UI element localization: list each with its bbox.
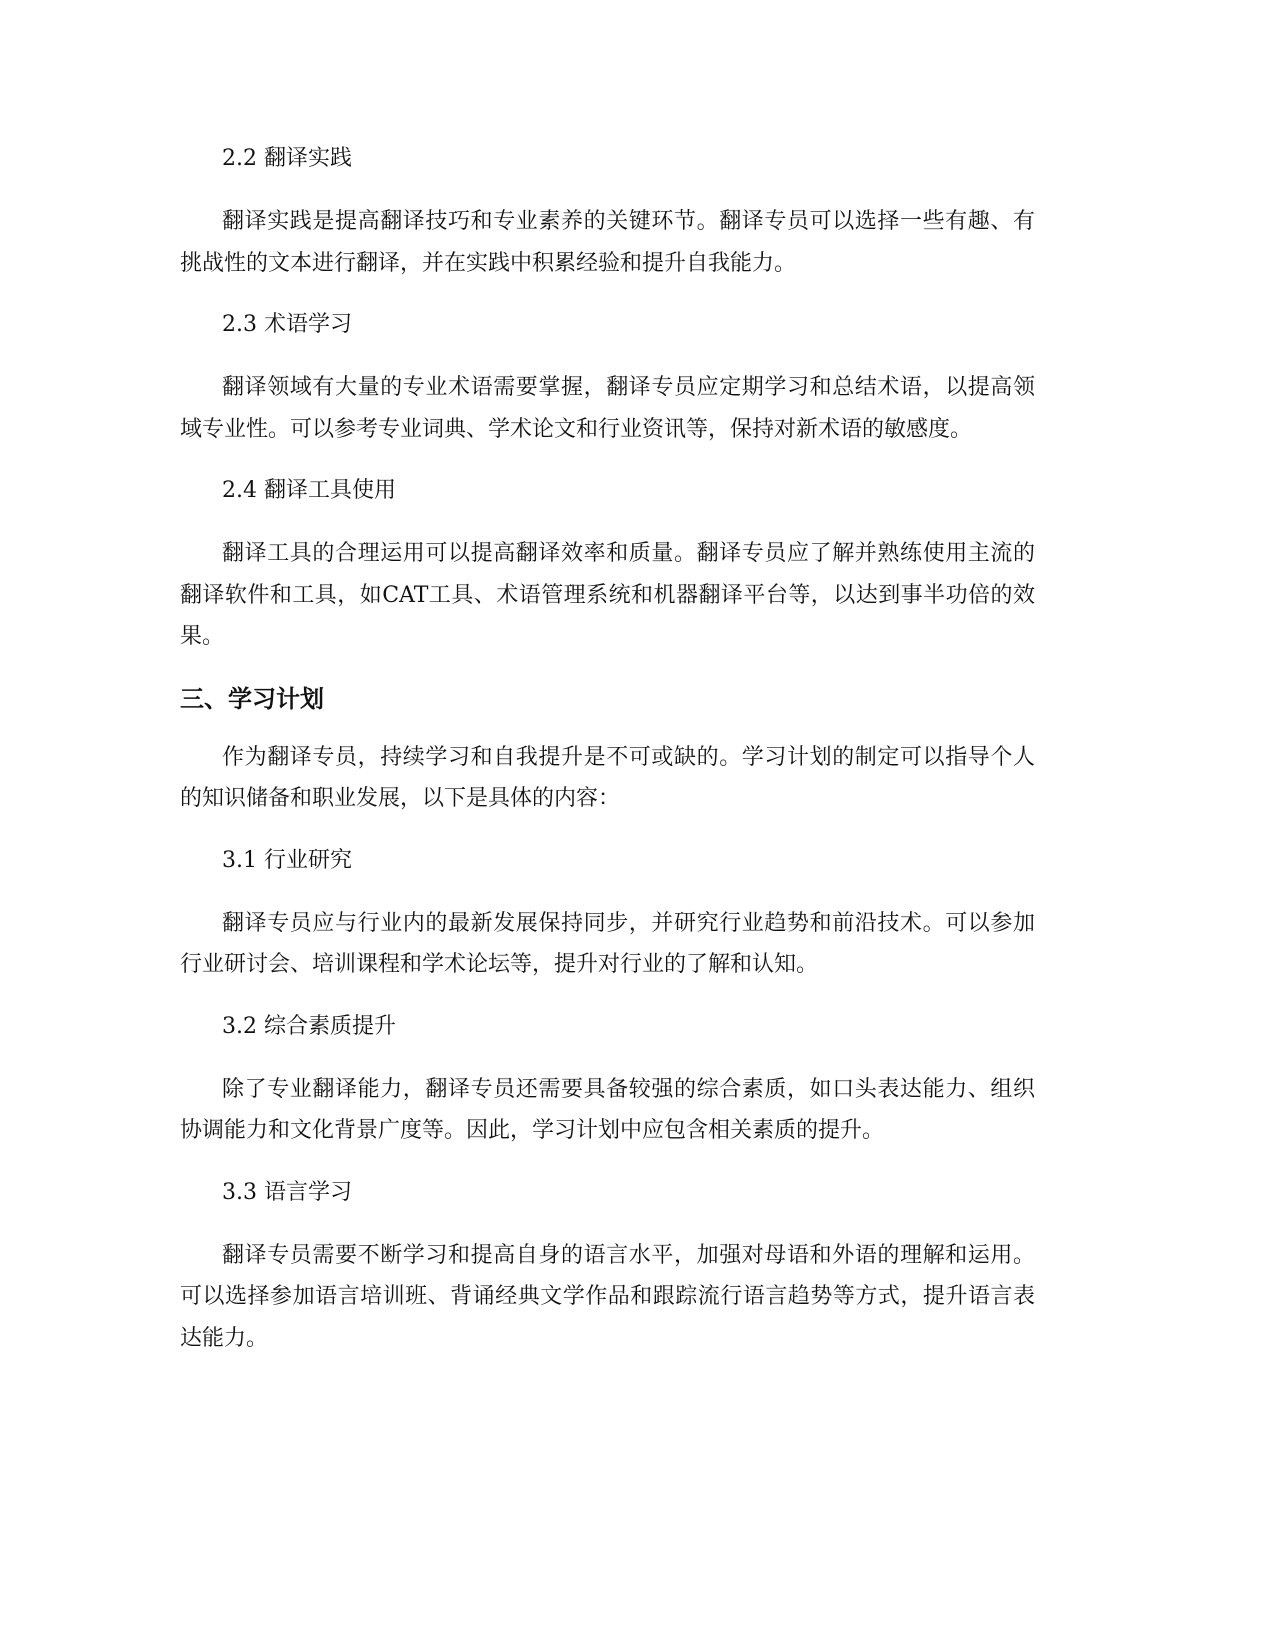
paragraph-industry-research: 翻译专员应与行业内的最新发展保持同步，并研究行业趋势和前沿技术。可以参加行业研讨会、培训课程和学术论坛等，提升对行业的了解和认知。 (180, 910, 1035, 977)
subsection-heading-3-3: 3.3 语言学习 (222, 1179, 352, 1205)
paragraph-learning-plan-intro: 作为翻译专员，持续学习和自我提升是不可或缺的。学习计划的制定可以指导个人的知识储备和职业发展，以下是具体的内容： (180, 744, 1035, 811)
subsection-heading-3-1: 3.1 行业研究 (222, 847, 352, 873)
paragraph-translation-tools: 翻译工具的合理运用可以提高翻译效率和质量。翻译专员应了解并熟练使用主流的翻译软件和工具，如CAT工具、术语管理系统和机器翻译平台等，以达到事半功倍的效果。 (180, 541, 1035, 649)
paragraph-overall-quality: 除了专业翻译能力，翻译专员还需要具备较强的综合素质，如口头表达能力、组织协调能力和文化背景广度等。因此，学习计划中应包含相关素质的提升。 (180, 1076, 1035, 1143)
section-title-learning-plan: 三、学习计划 (180, 684, 324, 713)
subsection-heading-3-2: 3.2 综合素质提升 (222, 1013, 396, 1039)
subsection-heading-2-3: 2.3 术语学习 (222, 312, 352, 337)
paragraph-translation-practice: 翻译实践是提高翻译技巧和专业素养的关键环节。翻译专员可以选择一些有趣、有挑战性的文本进行翻译，并在实践中积累经验和提升自我能力。 (180, 209, 1035, 276)
paragraph-terminology: 翻译领域有大量的专业术语需要掌握，翻译专员应定期学习和总结术语，以提高领域专业性。可以参考专业词典、学术论文和行业资讯等，保持对新术语的敏感度。 (180, 375, 1035, 442)
paragraph-language-learning: 翻译专员需要不断学习和提高自身的语言水平，加强对母语和外语的理解和运用。可以选择参加语言培训班、背诵经典文学作品和跟踪流行语言趋势等方式，提升语言表达能力。 (180, 1242, 1035, 1351)
subsection-heading-2-4: 2.4 翻译工具使用 (222, 478, 396, 503)
document-page (180, 137, 1035, 1378)
subsection-heading-2-2: 2.2 翻译实践 (222, 146, 352, 171)
